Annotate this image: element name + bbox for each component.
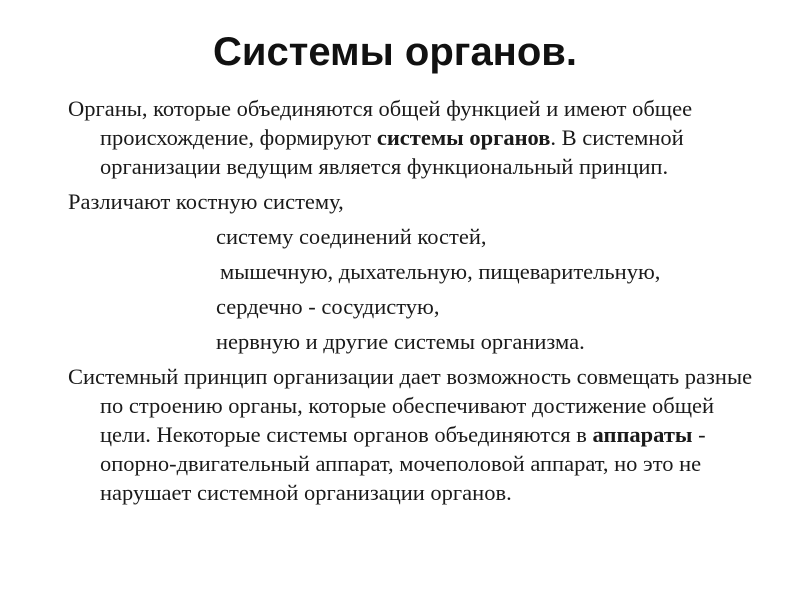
term-apparatus: аппараты (592, 422, 693, 447)
paragraph-system-principle (68, 362, 768, 507)
paragraph-system-principle-end: - опорно-двигательный аппарат, мочеполовой аппарат, но это не нарушает системной организации органов. (100, 422, 706, 505)
list-item: нервную и другие системы организма. (216, 329, 585, 354)
paragraph-definition (68, 94, 768, 181)
paragraph-definition-end: . В системной организации ведущим является функциональный принцип. (100, 125, 684, 179)
slide-title: Системы органов. (213, 30, 577, 74)
paragraph-definition-start: Органы, которые объединяются общей функцией и имеют общее происхождение, формируют (68, 96, 693, 150)
list-item: мышечную, дыхательную, пищеварительную, (220, 259, 661, 284)
list-item: сердечно - сосудистую, (216, 294, 440, 319)
paragraph-system-principle-start: Системный принцип организации дает возможность совмещать разные по строению органы, которые обеспечивают достижение общей цели. Некоторые системы органов объединяются в (68, 364, 753, 447)
term-organ-systems: системы органов (376, 125, 551, 150)
list-item: систему соединений костей, (216, 224, 487, 249)
slide-body (68, 94, 768, 513)
paragraph-list-intro: Различают костную систему, (68, 189, 344, 214)
